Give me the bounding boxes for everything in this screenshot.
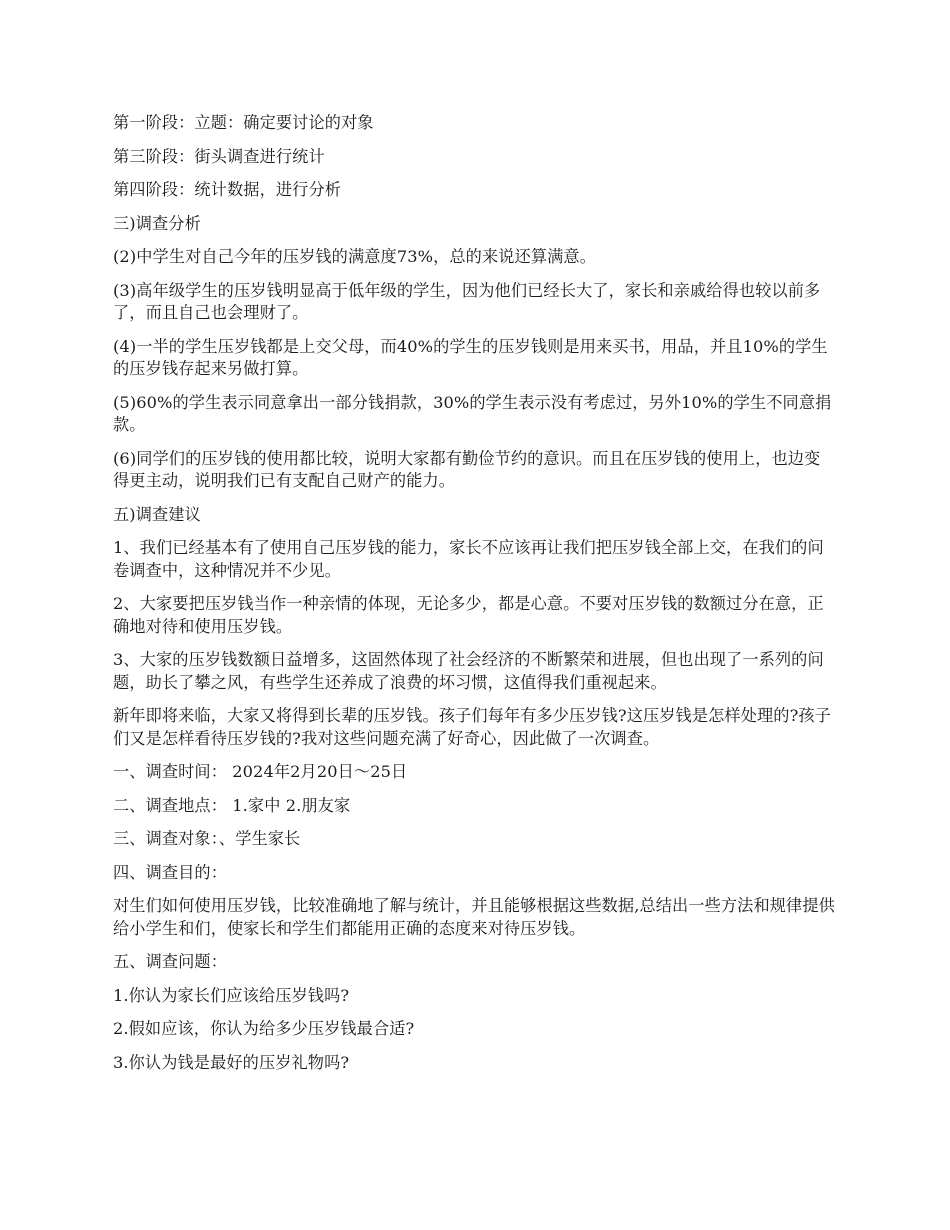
stage-four-line: 第四阶段：统计数据，进行分析 bbox=[113, 180, 342, 199]
suggestion-item-1: 1、我们已经基本有了使用自己压岁钱的能力，家长不应该再让我们把压岁钱全部上交，在我们的问卷调查中，这种情况并不少见。 bbox=[113, 538, 824, 580]
survey-question-1: 1.你认为家长们应该给压岁钱吗? bbox=[113, 985, 350, 1005]
analysis-item-4: (4)一半的学生压岁钱都是上交父母，而40%的学生的压岁钱则是用来买书，用品，并且10%的学生的压岁钱存起来另做打算。 bbox=[113, 336, 828, 378]
section-heading-suggestions: 五)调查建议 bbox=[113, 504, 201, 524]
document-body bbox=[113, 112, 835, 1085]
analysis-item-6: (6)同学们的压岁钱的使用都比较，说明大家都有勤俭节约的意识。而且在压岁钱的使用上，也边变得更主动，说明我们已有支配自己财产的能力。 bbox=[113, 448, 821, 490]
suggestion-item-2: 2、大家要把压岁钱当作一种亲情的体现，无论多少，都是心意。不要对压岁钱的数额过分在意，正确地对待和使用压岁钱。 bbox=[113, 594, 824, 636]
survey-location: 二、调查地点： 1.家中 2.朋友家 bbox=[113, 795, 351, 815]
survey-time: 一、调查时间： 2024年2月20日～25日 bbox=[113, 762, 408, 781]
survey-subjects: 三、调查对象：、学生家长 bbox=[113, 829, 301, 848]
survey-purpose-heading: 四、调查目的： bbox=[113, 862, 228, 882]
survey-question-2: 2.假如应该，你认为给多少压岁钱最合适? bbox=[113, 1019, 415, 1038]
survey-questions-heading: 五、调查问题： bbox=[113, 952, 228, 971]
section-heading-analysis: 三)调查分析 bbox=[113, 213, 201, 233]
analysis-item-2: (2)中学生对自己今年的压岁钱的满意度73%，总的来说还算满意。 bbox=[113, 247, 596, 266]
suggestion-item-3: 3、大家的压岁钱数额日益增多，这固然体现了社会经济的不断繁荣和进展，但也出现了一系列的问题，助长了攀之风，有些学生还养成了浪费的坏习惯，这值得我们重视起来。 bbox=[113, 650, 824, 692]
stage-three-line: 第三阶段：街头调查进行统计 bbox=[113, 146, 325, 166]
analysis-item-3: (3)高年级学生的压岁钱明显高于低年级的学生，因为他们已经长大了，家长和亲戚给得也较以前多了，而且自己也会理财了。 bbox=[113, 280, 821, 322]
analysis-item-5: (5)60%的学生表示同意拿出一部分钱捐款，30%的学生表示没有考虑过，另外10%的学生不同意捐款。 bbox=[113, 392, 832, 434]
survey-purpose-text: 对生们如何使用压岁钱，比较准确地了解与统计，并且能够根据这些数据,总结出一些方法和规律提供给小学生和们，使家长和学生们都能用正确的态度来对待压岁钱。 bbox=[113, 896, 835, 938]
survey-question-3: 3.你认为钱是最好的压岁礼物吗? bbox=[113, 1052, 350, 1072]
intro-paragraph: 新年即将来临，大家又将得到长辈的压岁钱。孩子们每年有多少压岁钱?这压岁钱是怎样处理的?孩子们又是怎样看待压岁钱的?我对这些问题充满了好奇心，因此做了一次调查。 bbox=[113, 706, 831, 748]
stage-one-line: 第一阶段：立题：确定要讨论的对象 bbox=[113, 113, 374, 132]
